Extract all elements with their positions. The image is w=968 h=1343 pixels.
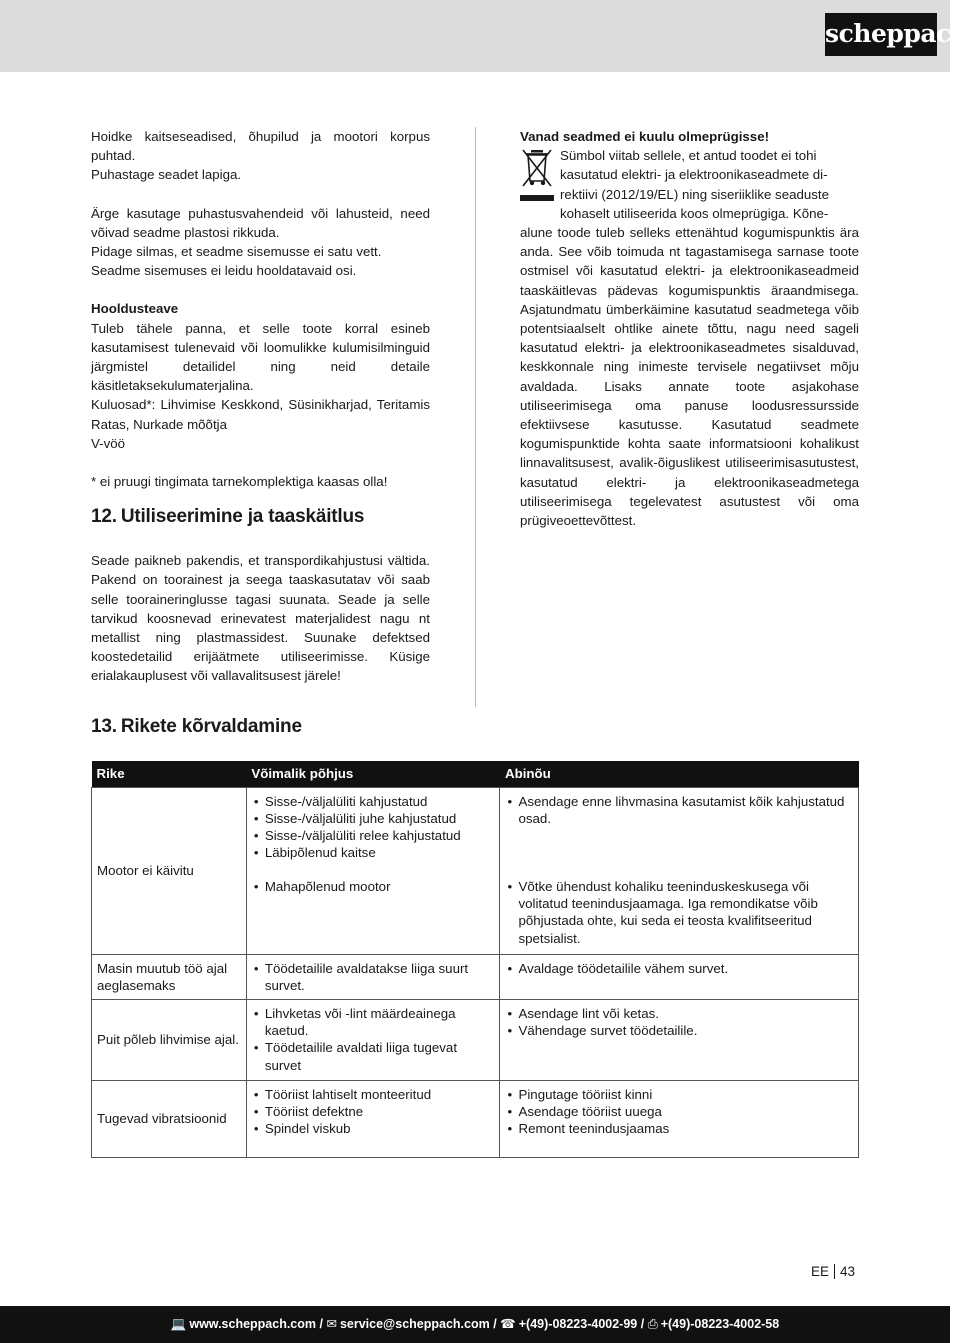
crossed-bin-icon bbox=[520, 146, 554, 202]
weee-text: alune toode tuleb selleks ettenähtud kogumispunktis ära anda. See võib toimuda nt tagastamisega sarnase toote ostmisel või kasutatud elektri- ja elektroonikaseadmeid taaskäitlevas pädevas kogumispunktis äraandmisega. Asjatundmatu ümberkäimine kasutatud seadmetega võib potentsiaalselt ohtlike ainete tõttu, nagu need sageli kasutatud elektri- ja elektroonikaseadmetes sisalduvad, keskkonnale ning inimeste tervisele negatiivset mõju avaldada. Lisaks annate toote asjakohase utiliseerimisega oma panuse loodusressursside efektiivsese kasutusse. Kasutatud seadmete kogumispunktide kohta saate informatsiooni kohalikust linnavalitsusest, avalik-õiguslikest utiliseerimisasutustest, kasutatud elektri- ja elektroonikaseadmetega utiliseerimisega tegelevatest asutustest või oma prügiveoettevõttest. bbox=[520, 225, 859, 529]
list-item: • Töödetailile avaldatakse liiga suurt survet. bbox=[252, 960, 495, 994]
mail-icon: ✉ bbox=[326, 1317, 337, 1331]
section-12-text: Seade paikneb pakendis, et transpordikahjustusi vältida. Pakend on toorainest ja seega taaskasutatav või saab selle tooraineringlusse tagasi suunata. Seade ja selle tarvikud koosnevad erinevatest materjalidest nagu nt metallist ning plastmassidest. Suunake defektsed koostedetailid erijäätmete utiliseerimisse. Küsige erialakauplusest või vallavalitsusest järele! bbox=[91, 553, 430, 684]
list-item: • Mahapõlenud mootor bbox=[252, 878, 495, 895]
footer-fax: +(49)-08223-4002-58 bbox=[660, 1317, 780, 1331]
footnote: * ei pruugi tingimata tarnekomplektiga kaasas olla! bbox=[91, 474, 388, 490]
table-header-row bbox=[92, 761, 859, 787]
care-paragraph-2 bbox=[91, 204, 430, 281]
text-line: Pidage silmas, et seadme sisemusse ei satu vett. bbox=[91, 244, 382, 260]
table-row bbox=[92, 999, 859, 1080]
care-paragraph-1 bbox=[91, 127, 430, 185]
footer-bar bbox=[0, 1306, 950, 1343]
right-column bbox=[520, 127, 859, 530]
cause-cell bbox=[246, 787, 500, 954]
remedy-cell bbox=[500, 954, 859, 999]
footer-phone: +(49)-08223-4002-99 bbox=[518, 1317, 638, 1331]
troubleshooting-table bbox=[91, 761, 859, 1158]
table-row bbox=[92, 954, 859, 999]
section-12-number: 12. bbox=[91, 506, 117, 528]
cause-cell bbox=[246, 999, 500, 1080]
list-item: • Spindel viskub bbox=[252, 1120, 495, 1137]
column-header: Võimalik põhjus bbox=[246, 761, 500, 787]
footer-website[interactable]: www.scheppach.com bbox=[189, 1317, 317, 1331]
table-row bbox=[92, 787, 859, 954]
fault-cell: Tugevad vibratsioonid bbox=[92, 1080, 247, 1157]
list-item: • Avaldage töödetailile vähem survet. bbox=[505, 960, 853, 977]
left-column bbox=[91, 127, 430, 686]
section-13-number: 13. bbox=[91, 716, 117, 737]
list-item: • Lihvketas või -lint määrdeainega kaetud. bbox=[252, 1005, 495, 1039]
remedy-cell bbox=[500, 787, 859, 954]
footer-separator: / bbox=[493, 1317, 497, 1331]
weee-text-line: kohaselt utiliseerida koos olmeprügiga. Kõne- bbox=[560, 205, 829, 221]
list-item: • Pingutage tööriist kinni bbox=[505, 1086, 853, 1103]
list-item: • Sisse-/väljalüliti relee kahjustatud bbox=[252, 827, 495, 844]
fault-cell: Masin muutub töö ajal aeglasemaks bbox=[92, 954, 247, 999]
text-line: Puhastage seadet lapiga. bbox=[91, 167, 242, 183]
table-row bbox=[92, 1080, 859, 1157]
column-divider bbox=[475, 127, 476, 707]
footer-email[interactable]: service@scheppach.com bbox=[339, 1317, 490, 1331]
cause-cell bbox=[246, 1080, 500, 1157]
cause-cell bbox=[246, 954, 500, 999]
list-item: • Läbipõlenud kaitse bbox=[252, 844, 495, 861]
text-line: Ärge kasutage puhastusvahendeid või lahusteid, need võivad seadme plastosi rikkuda. bbox=[91, 205, 430, 240]
list-item: • Sisse-/väljalüliti juhe kahjustatud bbox=[252, 810, 495, 827]
laptop-icon: 💻 bbox=[170, 1317, 187, 1331]
section-12-heading bbox=[91, 505, 430, 529]
section-13-title: Rikete kõrvaldamine bbox=[120, 716, 302, 737]
page-num: 43 bbox=[840, 1264, 856, 1279]
column-header: Abinõu bbox=[500, 761, 859, 787]
remedy-cell bbox=[500, 1080, 859, 1157]
fault-cell: Mootor ei käivitu bbox=[92, 787, 247, 954]
page-lang: EE bbox=[811, 1264, 830, 1279]
remedy-cell bbox=[500, 999, 859, 1080]
page-separator bbox=[834, 1264, 835, 1279]
list-item: • Asendage tööriist uuega bbox=[505, 1103, 853, 1120]
maintenance-heading: Hooldusteave bbox=[91, 301, 179, 317]
maintenance-text: Tuleb tähele panna, et selle toote korral esineb kasutamisest tulenevaid või loomulikke kulumisilminguid järgmistel detailidel ning neid detaile käsitletaksekulumaterjalina. bbox=[91, 320, 430, 394]
wear-parts-text: Kuluosad*: Lihvimise Keskkond, Süsinikharjad, Teritamis Ratas, Nurkade mõõtja bbox=[91, 397, 430, 432]
footer-separator: / bbox=[319, 1317, 323, 1331]
list-item: • Töödetailile avaldati liiga tugevat survet bbox=[252, 1039, 495, 1073]
section-12-title: Utiliseerimine ja taaskäitlus bbox=[120, 506, 365, 528]
weee-heading: Vanad seadmed ei kuulu olmeprügisse! bbox=[520, 129, 770, 144]
section-13-heading bbox=[91, 715, 302, 739]
fax-icon: ⎙ bbox=[647, 1317, 658, 1331]
text-line: Hoidke kaitseseadised, õhupilud ja mootori korpus puhtad. bbox=[91, 129, 430, 164]
list-item: • Remont teenindusjaamas bbox=[505, 1120, 853, 1137]
phone-icon: ☎ bbox=[500, 1317, 516, 1331]
list-item: • Sisse-/väljalüliti kahjustatud bbox=[252, 793, 495, 810]
fault-cell: Puit põleb lihvimise ajal. bbox=[92, 999, 247, 1080]
text-line: Seadme sisemuses ei leidu hooldatavaid osi. bbox=[91, 263, 357, 279]
header-bar bbox=[0, 0, 968, 72]
weee-text-line: Sümbol viitab sellele, et antud toodet ei tohi bbox=[560, 148, 817, 164]
list-item: • Tööriist lahtiselt monteeritud bbox=[252, 1086, 495, 1103]
weee-block bbox=[520, 146, 859, 223]
weee-text-line: rektiivi (2012/19/EL) ning siseriiklike seaduste bbox=[560, 186, 830, 202]
list-item: • Asendage enne lihvmasina kasutamist kõik kahjustatud osad. bbox=[505, 793, 853, 827]
list-item: • Asendage lint või ketas. bbox=[505, 1005, 853, 1022]
list-item: • Võtke ühendust kohaliku teeninduskeskusega või volitatud teenindusjaamaga. Iga remondikatse võib põhjustada ohte, kui seda ei teosta kvalifitseeritud spetsialist. bbox=[505, 878, 853, 947]
weee-text-line: kasutatud elektri- ja elektroonikaseadmete di- bbox=[560, 167, 828, 183]
wear-parts-text-2: V-vöö bbox=[91, 435, 126, 451]
page-number bbox=[811, 1264, 855, 1279]
list-item: • Tööriist defektne bbox=[252, 1103, 495, 1120]
column-header: Rike bbox=[92, 761, 247, 787]
brand-logo: scheppach bbox=[825, 13, 937, 56]
list-item: • Vähendage survet töödetailile. bbox=[505, 1022, 853, 1039]
footer-separator: / bbox=[640, 1317, 645, 1331]
